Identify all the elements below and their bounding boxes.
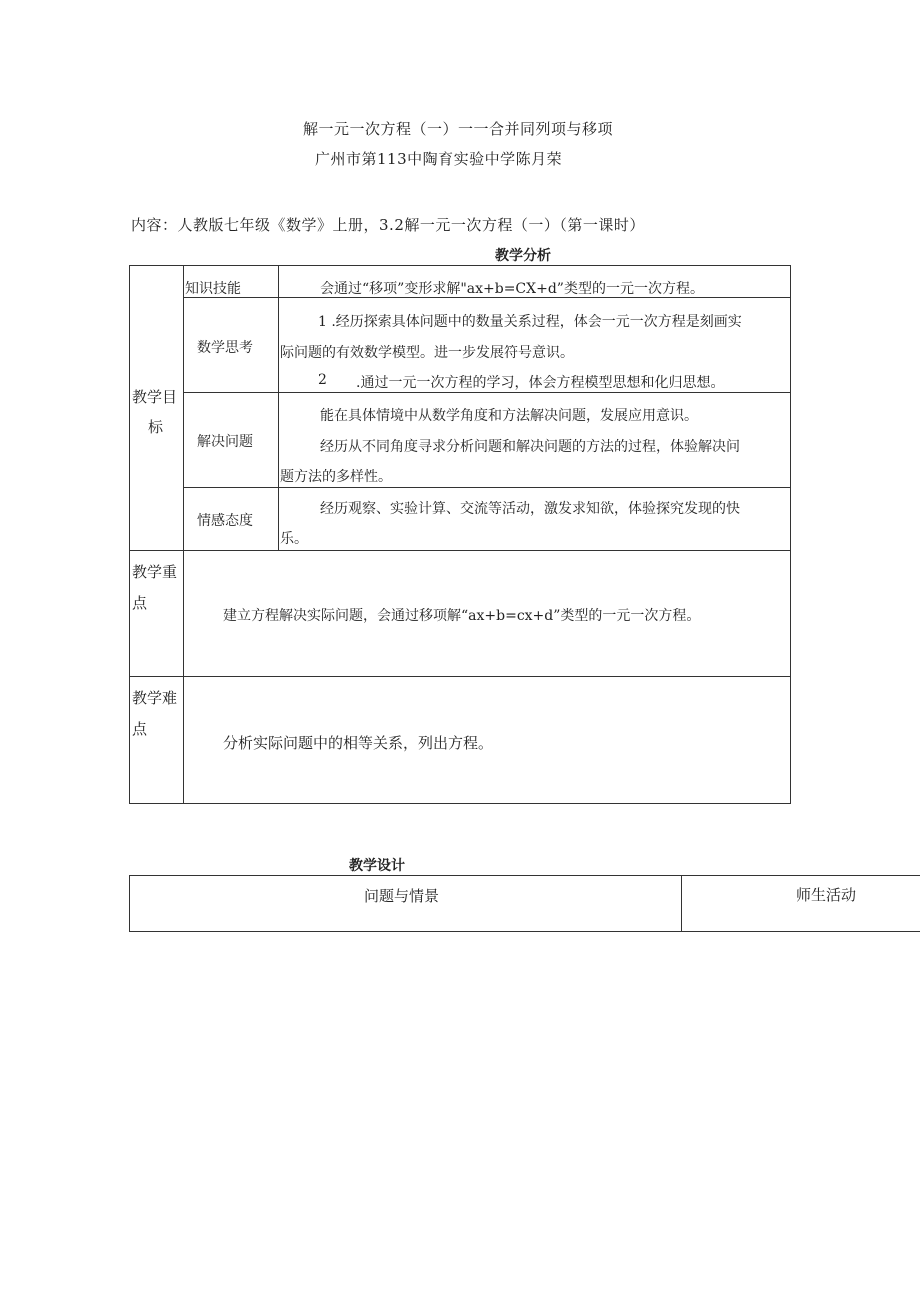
design-col-problem: 问题与情景 [364, 887, 440, 905]
difficulty-label-line2: 点 [132, 720, 148, 738]
thinking-line-2: 际问题的有效数学模型。进一步发展符号意识。 [280, 345, 574, 361]
solve-line-3: 题方法的多样性。 [280, 469, 392, 485]
goal-label-line2: 标 [148, 418, 164, 436]
solve-line-1: 能在具体情境中从数学角度和方法解决问题，发展应用意识。 [320, 408, 698, 424]
key-label-line2: 点 [132, 594, 148, 612]
knowledge-text: 会通过“移项”变形求解"ax+b=CX+d”类型的一元一次方程。 [320, 281, 704, 297]
solve-label: 解决问题 [197, 434, 253, 450]
thinking-line-3-number: 2 [318, 372, 327, 388]
design-heading: 教学设计 [349, 858, 405, 874]
knowledge-label: 知识技能 [185, 281, 241, 297]
goal-label-line1: 教学目 [132, 388, 178, 406]
attitude-line-1: 经历观察、实验计算、交流等活动，激发求知欲，体验探究发现的快 [320, 501, 740, 517]
attitude-line-2: 乐。 [280, 531, 308, 547]
design-col-activity: 师生活动 [796, 886, 857, 904]
content-line: 内容：人教版七年级《数学》上册，3.2解一元一次方程（一）（第一课时） [131, 216, 645, 234]
difficulty-label-line1: 教学难 [132, 689, 178, 707]
analysis-heading: 教学分析 [495, 248, 551, 264]
key-label-line1: 教学重 [132, 563, 178, 581]
document-title: 解一元一次方程（一）一一合并同列项与移项 [303, 120, 614, 138]
key-text: 建立方程解决实际问题，会通过移项解“ax+b=cx+d”类型的一元一次方程。 [223, 608, 701, 624]
solve-line-2: 经历从不同角度寻求分析问题和解决问题的方法的过程，体验解决问 [320, 439, 740, 455]
attitude-label: 情感态度 [197, 513, 253, 529]
thinking-line-3: .通过一元一次方程的学习，体会方程模型思想和化归思想。 [356, 375, 725, 391]
difficulty-text: 分析实际问题中的相等关系，列出方程。 [223, 734, 494, 752]
thinking-line-1: 1 .经历探索具体问题中的数量关系过程，体会一元一次方程是刻画实 [318, 314, 742, 330]
author-line: 广州市第113中陶育实验中学陈月荣 [315, 150, 563, 168]
thinking-label: 数学思考 [197, 340, 253, 356]
